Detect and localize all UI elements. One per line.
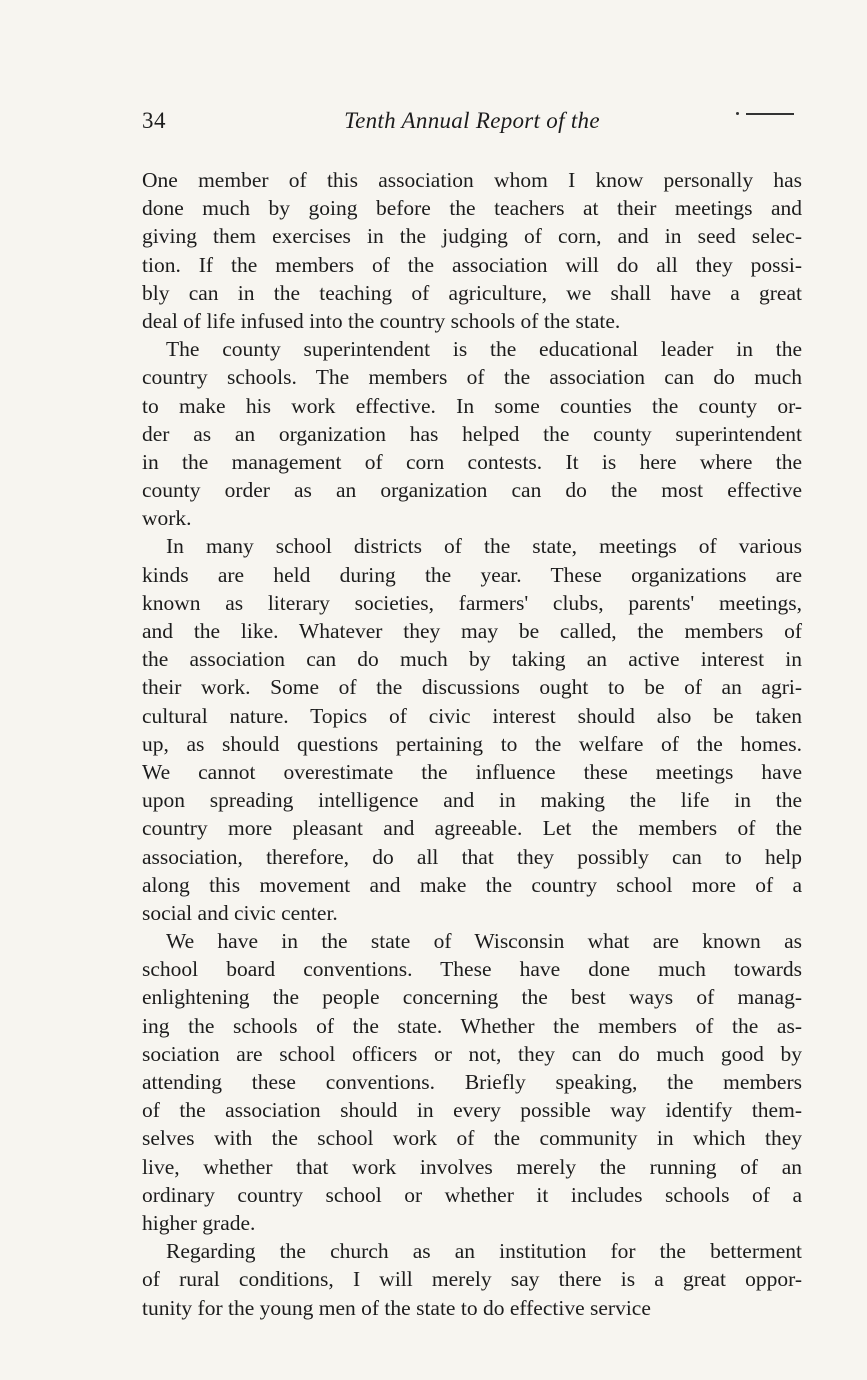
text-line: tunity for the young men of the state to do effective service <box>142 1295 651 1320</box>
text-line: bly can in the teaching of agriculture, we shall have a great <box>142 280 802 305</box>
text-line: country more pleasant and agreeable. Let the members of the <box>142 816 802 841</box>
text-line: Regarding the church as an institution for the betterment <box>166 1239 802 1264</box>
text-line: association, therefore, do all that they possibly can to help <box>142 844 802 869</box>
text-line: We have in the state of Wisconsin what are known as <box>166 929 802 954</box>
ink-dash <box>746 113 794 115</box>
text-line: of the association should in every possible way identify them- <box>142 1098 802 1123</box>
text-line: selves with the school work of the community in which they <box>142 1126 802 1151</box>
text-line: deal of life infused into the country schools of the state. <box>142 308 621 333</box>
text-line: enlightening the people concerning the best ways of manag- <box>142 985 802 1010</box>
text-line: social and civic center. <box>142 900 338 925</box>
text-line: der as an organization has helped the county superintendent <box>142 421 802 446</box>
text-line: kinds are held during the year. These organizations are <box>142 562 802 587</box>
text-line: known as literary societies, farmers' clubs, parents' meetings, <box>142 590 802 615</box>
text-line: in the management of corn contests. It is here where the <box>142 449 802 474</box>
text-line: the association can do much by taking an active interest in <box>142 647 802 672</box>
text-line: The county superintendent is the educational leader in the <box>166 337 802 362</box>
text-line: up, as should questions pertaining to the welfare of the homes. <box>142 731 802 756</box>
text-line: We cannot overestimate the influence these meetings have <box>142 759 802 784</box>
text-line: ing the schools of the state. Whether the members of the as- <box>142 1013 802 1038</box>
ink-dot <box>736 112 739 115</box>
text-line: One member of this association whom I know personally has <box>142 168 802 192</box>
text-line: county order as an organization can do the most effective <box>142 478 802 503</box>
text-line: sociation are school officers or not, they can do much good by <box>142 1041 802 1066</box>
text-line: along this movement and make the country school more of a <box>142 872 802 897</box>
page-number: 34 <box>142 108 166 133</box>
text-line: cultural nature. Topics of civic interest should also be taken <box>142 703 802 728</box>
text-line: ordinary country school or whether it includes schools of a <box>142 1182 802 1207</box>
text-line: done much by going before the teachers at their meetings and <box>142 196 802 221</box>
ink-mark <box>728 112 794 120</box>
text-line: In many school districts of the state, meetings of various <box>166 534 802 559</box>
text-line: country schools. The members of the association can do much <box>142 365 802 390</box>
body-text <box>142 166 802 1322</box>
running-title: Tenth Annual Report of the <box>344 108 600 133</box>
text-line: tion. If the members of the association will do all they possi- <box>142 252 802 277</box>
text-line: live, whether that work involves merely the running of an <box>142 1154 802 1179</box>
text-line: to make his work effective. In some counties the county or- <box>142 393 802 418</box>
text-line: and the like. Whatever they may be called, the members of <box>142 619 802 643</box>
text-line: attending these conventions. Briefly speaking, the members <box>142 1070 802 1094</box>
text-line: their work. Some of the discussions ought to be of an agri- <box>142 675 802 700</box>
text-line: school board conventions. These have done much towards <box>142 957 802 982</box>
text-line: upon spreading intelligence and in making the life in the <box>142 788 802 813</box>
text-line: higher grade. <box>142 1210 256 1235</box>
text-line: work. <box>142 506 192 531</box>
text-line: of rural conditions, I will merely say there is a great oppor- <box>142 1267 802 1292</box>
text-line: giving them exercises in the judging of corn, and in seed selec- <box>142 224 802 249</box>
page-header <box>142 108 802 144</box>
